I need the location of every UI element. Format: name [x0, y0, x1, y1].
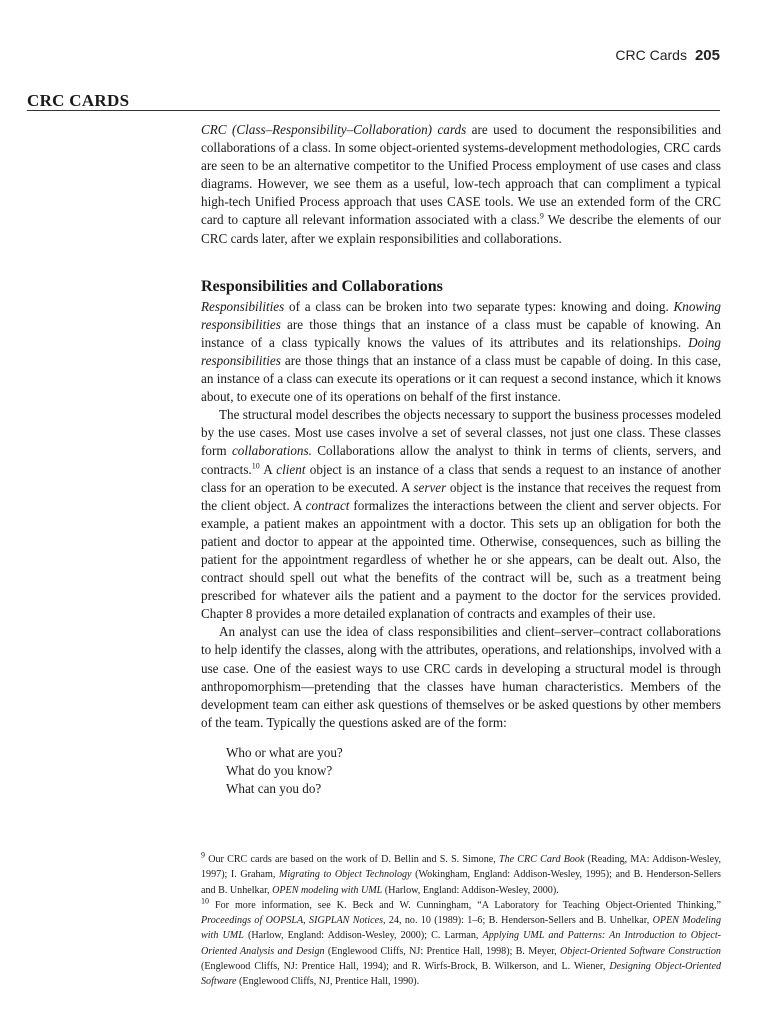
- footnote-ref-9: 9: [539, 212, 544, 222]
- paragraph-anthropomorphism: An analyst can use the idea of class responsibilities and client–server–contract collaborations to help identify the classes, along with the attributes, operations, and relationships, involved with a use case. One of the easiest ways to use CRC cards in developing a structural model is through anthropomorphism—pretending that the classes have human characteristics. Members of the development team can either ask questions of themselves or be asked questions by other members of the team. Typically the questions asked are of the form:: [201, 624, 721, 730]
- running-title: CRC Cards: [615, 47, 687, 63]
- paragraph-collaborations: The structural model describes the objects necessary to support the business processes modeled by the use cases. Most use cases involve a set of several classes, not just one class. These classes form collaborations. Collaborations allow the analyst to think in terms of clients, servers, and contracts.$^{10}$ A client object is an instance of a class that sends a request to an instance of another class for an operation to be executed. A server object is the instance that receives the request from the client object. A contract formalizes the interactions between the client and server objects. For example, a patient makes an appointment with a doctor. This sets up an obligation for both the patient and doctor to appear at the appointed time. Otherwise, consequences, such as billing the patient for the appointment regardless of whether he or she appears, can be dealt out. Also, the contract should spell out what the benefits of the contract will be, such as a treatment being prescribed for whatever ails the patient and a payment to the doctor for the services provided. Chapter 8 provides a more detailed explanation of contracts and examples of their use.: [201, 407, 721, 622]
- footnote-10: $^{10}$ For more information, see K. Beck and W. Cunningham, “A Laboratory for Teaching Object-Oriented Thinking,” Proceedings of OOPSLA, SIGPLAN Notices, 24, no. 10 (1989): 1–6; B. Henderson-Sellers and B. Unhelkar, OPEN Modeling with UML (Harlow, England: Addison-Wesley, 2000); C. Larman, Applying UML and Patterns: An Introduction to Object-Oriented Analysis and Design (Englewood Cliffs, NJ: Prentice Hall, 1998); B. Meyer, Object-Oriented Software Construction (Englewood Cliffs, NJ: Prentice Hall, 1994); and R. Wirfs-Brock, B. Wilkerson, and L. Wiener, Designing Object-Oriented Software (Englewood Cliffs, NJ, Prentice Hall, 1990).: [201, 896, 721, 988]
- running-head: [615, 47, 720, 64]
- paragraph-responsibilities: Responsibilities of a class can be broken into two separate types: knowing and doing. Knowing responsibilities are those things that an instance of a class must be capable of knowing. An instance of a class typically knows the values of its attributes and its relationships. Doing responsibilities are those things that an instance of a class must be capable of doing. In this case, an instance of a class can execute its operations or it can request a second instance, which it knows about, to execute one of its operations on behalf of the first instance.: [201, 298, 721, 405]
- subsection-heading: Responsibilities and Collaborations: [201, 277, 443, 295]
- section-rule: [27, 110, 720, 111]
- footnotes: [201, 852, 721, 990]
- intro-term: CRC (Class–Responsibility–Collaboration) cards: [201, 122, 467, 137]
- question-item: Who or what are you?: [226, 744, 343, 760]
- section-title: CRC CARDS: [27, 91, 130, 110]
- footnote-9: $^9$ Our CRC cards are based on the work of D. Bellin and S. S. Simone, The CRC Card Book (Reading, MA: Addison-Wesley, 1997); I. Graham, Migrating to Object Technology (Wokingham, England: Addison-Wesley, 1995); and B. Henderson-Sellers and B. Unhelkar, OPEN modeling with UML (Harlow, England: Addison-Wesley, 2000).: [201, 850, 721, 896]
- question-item: What can you do?: [226, 781, 322, 797]
- footnote-ref-10: 10: [251, 461, 260, 471]
- intro-paragraph: CRC (Class–Responsibility–Collaboration) cards are used to document the responsibilities and collaborations of a class. In some object-oriented systems-development methodologies, CRC cards are seen to be an alternative competitor to the Unified Process employment of use cases and class diagrams. However, we see them as a useful, low-tech approach that can compliment a typical high-tech Unified Process approach that uses CASE tools. We use an extended form of the CRC card to capture all relevant information associated with a class.$^9$ We describe the elements of our CRC cards later, after we explain responsibilities and collaborations.: [201, 122, 722, 246]
- page-number: 205: [694, 47, 720, 64]
- question-item: What do you know?: [226, 763, 333, 779]
- question-list: [226, 744, 721, 799]
- body-text: [201, 121, 721, 799]
